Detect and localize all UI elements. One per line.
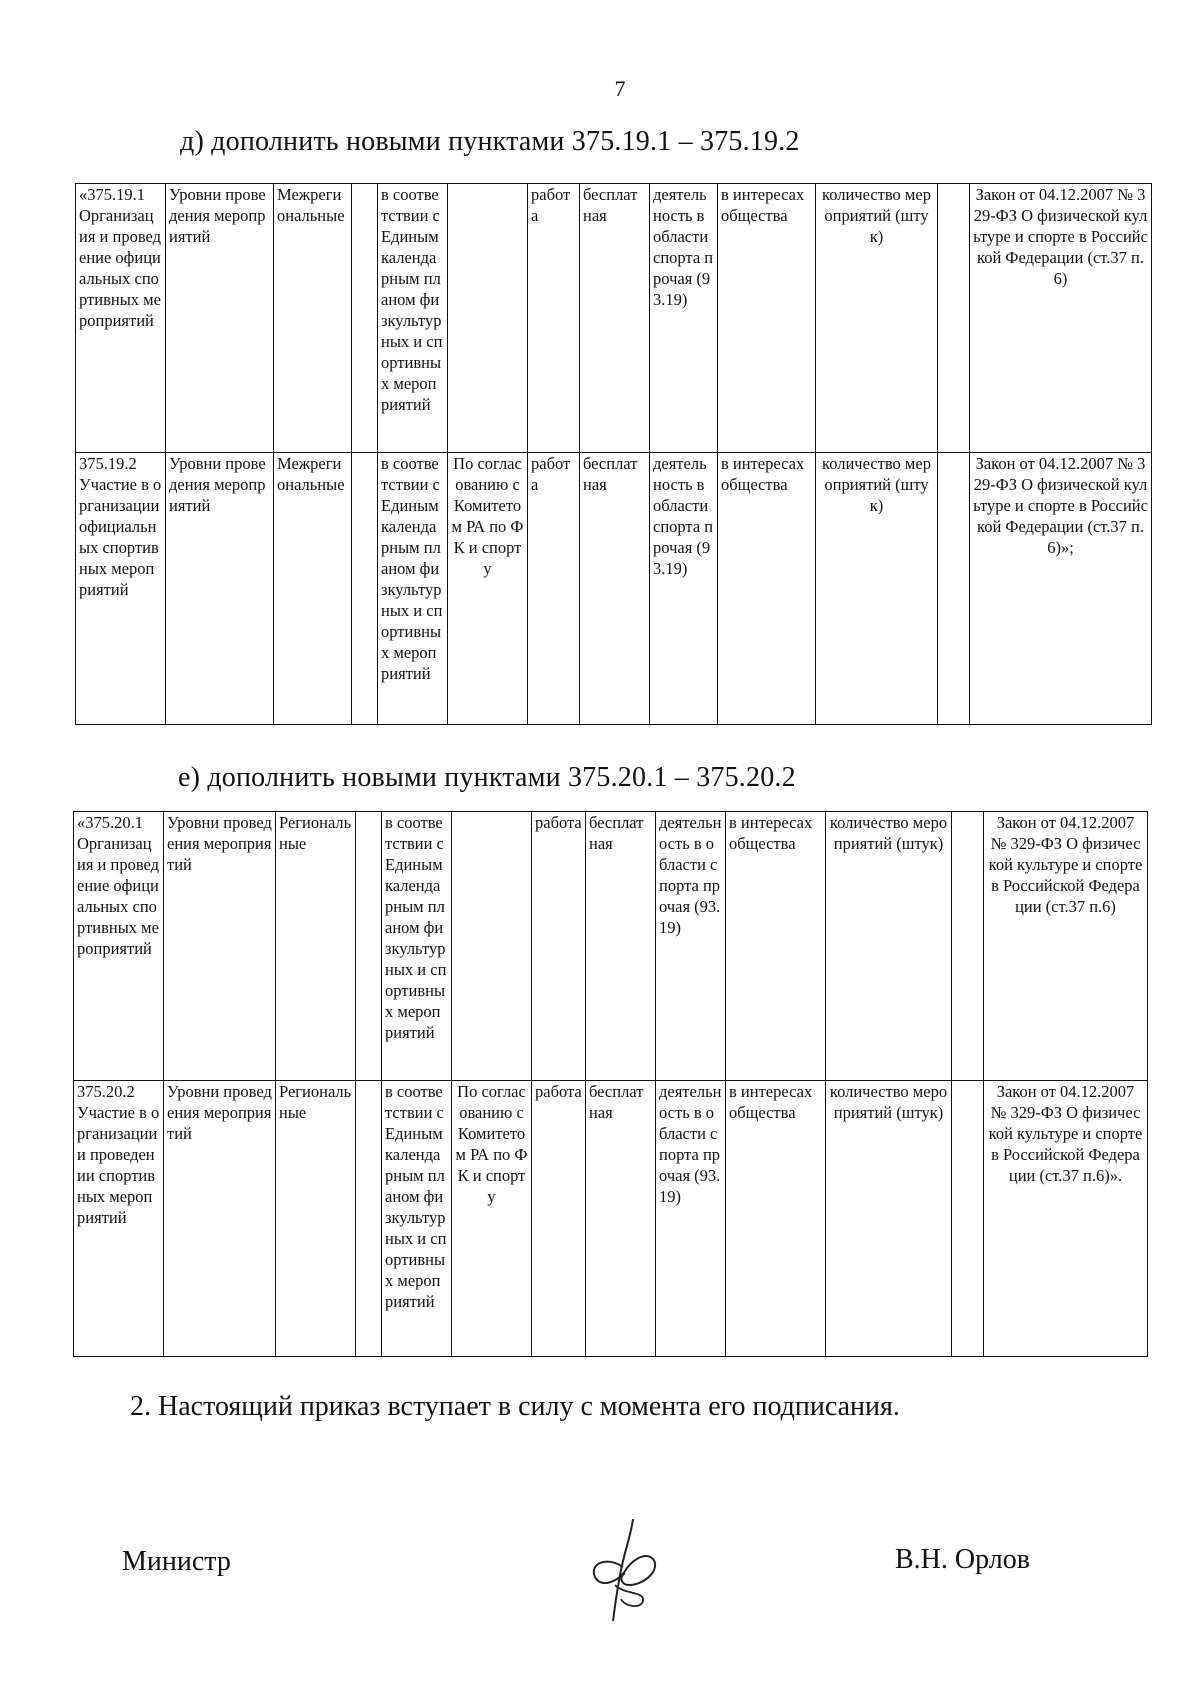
type-cell: работа — [532, 1081, 586, 1357]
consumers-cell: в интересах общества — [726, 812, 826, 1081]
registry-code-cell: 375.19.2 Участие в организации официальных спортивных мероприятий — [76, 453, 166, 725]
agreement-cell: По согласованию с Комитетом РА по ФК и спорту — [448, 453, 528, 725]
empty-cell — [952, 812, 984, 1081]
empty-cell — [952, 1081, 984, 1357]
signatory-title: Министр — [122, 1546, 231, 1577]
level-cell: Региональные — [276, 1081, 356, 1357]
law-cell: Закон от 04.12.2007 № 329-ФЗ О физической культуре и спорте в Российской Федерации (ст.37 п.6) — [984, 812, 1148, 1081]
registry-code-cell: «375.20.1 Организация и проведение официальных спортивных мероприятий — [74, 812, 164, 1081]
paid-cell: бесплатная — [580, 184, 650, 453]
empty-cell — [352, 184, 378, 453]
type-cell: работа — [528, 184, 580, 453]
section-e-heading: е) дополнить новыми пунктами 375.20.1 – 375.20.2 — [178, 762, 796, 793]
agreement-cell — [448, 184, 528, 453]
section-e-table — [73, 811, 1148, 1357]
content-cell: Уровни проведения мероприятий — [164, 1081, 276, 1357]
level-cell: Региональные — [276, 812, 356, 1081]
conditions-cell: в соответствии с Единым календарным планом физкультурных и спортивных мероприятий — [382, 1081, 452, 1357]
content-cell: Уровни проведения мероприятий — [166, 184, 274, 453]
type-cell: работа — [528, 453, 580, 725]
content-cell: Уровни проведения мероприятий — [166, 453, 274, 725]
page-number: 7 — [614, 76, 626, 101]
okved-cell: деятельность в области спорта прочая (93.19) — [650, 453, 718, 725]
handwritten-signature — [585, 1515, 665, 1625]
empty-cell — [352, 453, 378, 725]
paid-cell: бесплатная — [580, 453, 650, 725]
conditions-cell: в соответствии с Единым календарным планом физкультурных и спортивных мероприятий — [378, 453, 448, 725]
paid-cell: бесплатная — [586, 1081, 656, 1357]
indicator-cell: количество мероприятий (штук) — [826, 812, 952, 1081]
paid-cell: бесплатная — [586, 812, 656, 1081]
conditions-cell: в соответствии с Единым календарным планом физкультурных и спортивных мероприятий — [382, 812, 452, 1081]
okved-cell: деятельность в области спорта прочая (93.19) — [656, 812, 726, 1081]
level-cell: Межрегиональные — [274, 453, 352, 725]
okved-cell: деятельность в области спорта прочая (93.19) — [656, 1081, 726, 1357]
empty-cell — [938, 184, 970, 453]
signatory-name: В.Н. Орлов — [895, 1544, 1030, 1575]
indicator-cell: количество мероприятий (штук) — [816, 184, 938, 453]
type-cell: работа — [532, 812, 586, 1081]
law-cell: Закон от 04.12.2007 № 329-ФЗ О физической культуре и спорте в Российской Федерации (ст.37 п.6)». — [984, 1081, 1148, 1357]
final-clause: 2. Настоящий приказ вступает в силу с момента его подписания. — [130, 1391, 900, 1422]
empty-cell — [938, 453, 970, 725]
conditions-cell: в соответствии с Единым календарным планом физкультурных и спортивных мероприятий — [378, 184, 448, 453]
agreement-cell: По согласованию с Комитетом РА по ФК и спорту — [452, 1081, 532, 1357]
law-cell: Закон от 04.12.2007 № 329-ФЗ О физической культуре и спорте в Российской Федерации (ст.37 п.6)»; — [970, 453, 1152, 725]
table-row — [76, 453, 1152, 725]
empty-cell — [356, 1081, 382, 1357]
level-cell: Межрегиональные — [274, 184, 352, 453]
section-d-heading: д) дополнить новыми пунктами 375.19.1 – 375.19.2 — [180, 126, 800, 157]
consumers-cell: в интересах общества — [726, 1081, 826, 1357]
indicator-cell: количество мероприятий (штук) — [816, 453, 938, 725]
content-cell: Уровни проведения мероприятий — [164, 812, 276, 1081]
table-row — [76, 184, 1152, 453]
registry-code-cell: 375.20.2 Участие в организации и проведении спортивных мероприятий — [74, 1081, 164, 1357]
registry-code-cell: «375.19.1 Организация и проведение официальных спортивных мероприятий — [76, 184, 166, 453]
section-d-table — [75, 183, 1152, 725]
okved-cell: деятельность в области спорта прочая (93.19) — [650, 184, 718, 453]
consumers-cell: в интересах общества — [718, 184, 816, 453]
empty-cell — [356, 812, 382, 1081]
indicator-cell: количество мероприятий (штук) — [826, 1081, 952, 1357]
table-row — [74, 812, 1148, 1081]
agreement-cell — [452, 812, 532, 1081]
table-row — [74, 1081, 1148, 1357]
law-cell: Закон от 04.12.2007 № 329-ФЗ О физической культуре и спорте в Российской Федерации (ст.37 п.6) — [970, 184, 1152, 453]
consumers-cell: в интересах общества — [718, 453, 816, 725]
